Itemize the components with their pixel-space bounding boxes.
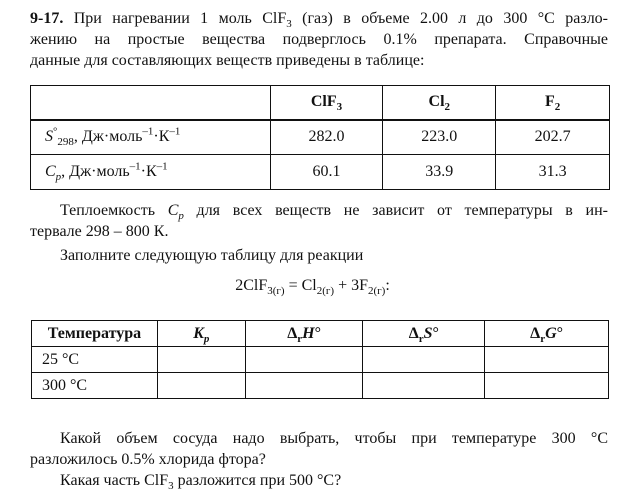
cell-ds-25c[interactable] [363, 347, 485, 373]
answer-table [31, 320, 609, 399]
header-delta-s: $\Delta_rS^\circ$ [363, 321, 485, 347]
header-kp: $K_p$ [157, 321, 245, 347]
cell-ds-300c[interactable] [363, 373, 485, 399]
header-f2: $F_2$ [496, 86, 610, 120]
temperature-300c: 300 °С [32, 373, 158, 399]
reaction-equation: $2ClF_{3(г)} = Cl_{2(г)} + 3F_{2(г)}$: [235, 277, 390, 298]
heat-capacity-clf3: 60.1 [270, 155, 383, 190]
cell-dg-300c[interactable] [485, 373, 609, 399]
heat-capacity-f2: 31.3 [496, 155, 610, 190]
intro-text-1b: (газ) в объеме 2.00 л до 300 °С разло- [291, 10, 608, 27]
header-delta-g: $\Delta_rG^\circ$ [485, 321, 609, 347]
intro-line-2: жению на простые вещества подверглось 0.1% препарата. Справочные [30, 31, 608, 48]
note-line-2: тервале 298 – 800 К. [30, 223, 169, 240]
cell-dh-25c[interactable] [245, 347, 363, 373]
answer-row-25c [32, 347, 609, 373]
intro-line-3: данные для составляющих веществ приведены в таблице: [30, 52, 425, 69]
header-clf3: ClF$_3$ [270, 86, 383, 120]
cell-dg-25c[interactable] [485, 347, 609, 373]
answer-row-300c [32, 373, 609, 399]
answer-table-header [32, 321, 609, 347]
problem-intro [30, 8, 608, 71]
entropy-cl2: 223.0 [383, 120, 496, 155]
heat-capacity-label: $C_p$, $Дж\cdot моль^{-1}\cdot К^{-1}$ [31, 155, 271, 190]
heat-capacity-cl2: 33.9 [383, 155, 496, 190]
cell-dh-300c[interactable] [245, 373, 363, 399]
entropy-f2: 202.7 [496, 120, 610, 155]
header-cl2: $Cl_2$ [383, 86, 496, 120]
heat-capacity-row [31, 155, 610, 190]
question-volume [30, 428, 608, 470]
intro-sub: 3 [286, 18, 292, 31]
header-temperature: Температура [32, 321, 158, 347]
heat-capacity-note [30, 200, 608, 242]
intro-line-1 [30, 8, 608, 29]
entropy-row [31, 120, 610, 155]
header-empty [31, 86, 271, 120]
question-fraction: Какая часть ClF$_3$ разложится при 500 °С? [60, 472, 342, 493]
reference-table [30, 85, 610, 190]
intro-text-1a: При нагревании 1 моль ClF [73, 10, 287, 27]
fill-table-prompt: Заполните следующую таблицу для реакции [60, 247, 364, 264]
problem-number: 9-17. [30, 10, 64, 27]
cell-kp-25c[interactable] [157, 347, 245, 373]
entropy-label: $S^\circ_{298}$, $Дж\cdot моль^{-1}\cdot К^{-1}$ [31, 120, 271, 155]
reference-table-header [31, 86, 610, 120]
note-line-1: Теплоемкость $C_p$ для всех веществ не зависит от температуры в ин- [60, 202, 609, 223]
cell-kp-300c[interactable] [157, 373, 245, 399]
question-volume-line-1: Какой объем сосуда надо выбрать, чтобы при температуре 300 °С [60, 430, 608, 447]
entropy-clf3: 282.0 [270, 120, 383, 155]
question-volume-line-2: разложилось 0.5% хлорида фтора? [30, 451, 266, 468]
temperature-25c: 25 °С [32, 347, 158, 373]
header-delta-h: $\Delta_rH^\circ$ [245, 321, 363, 347]
